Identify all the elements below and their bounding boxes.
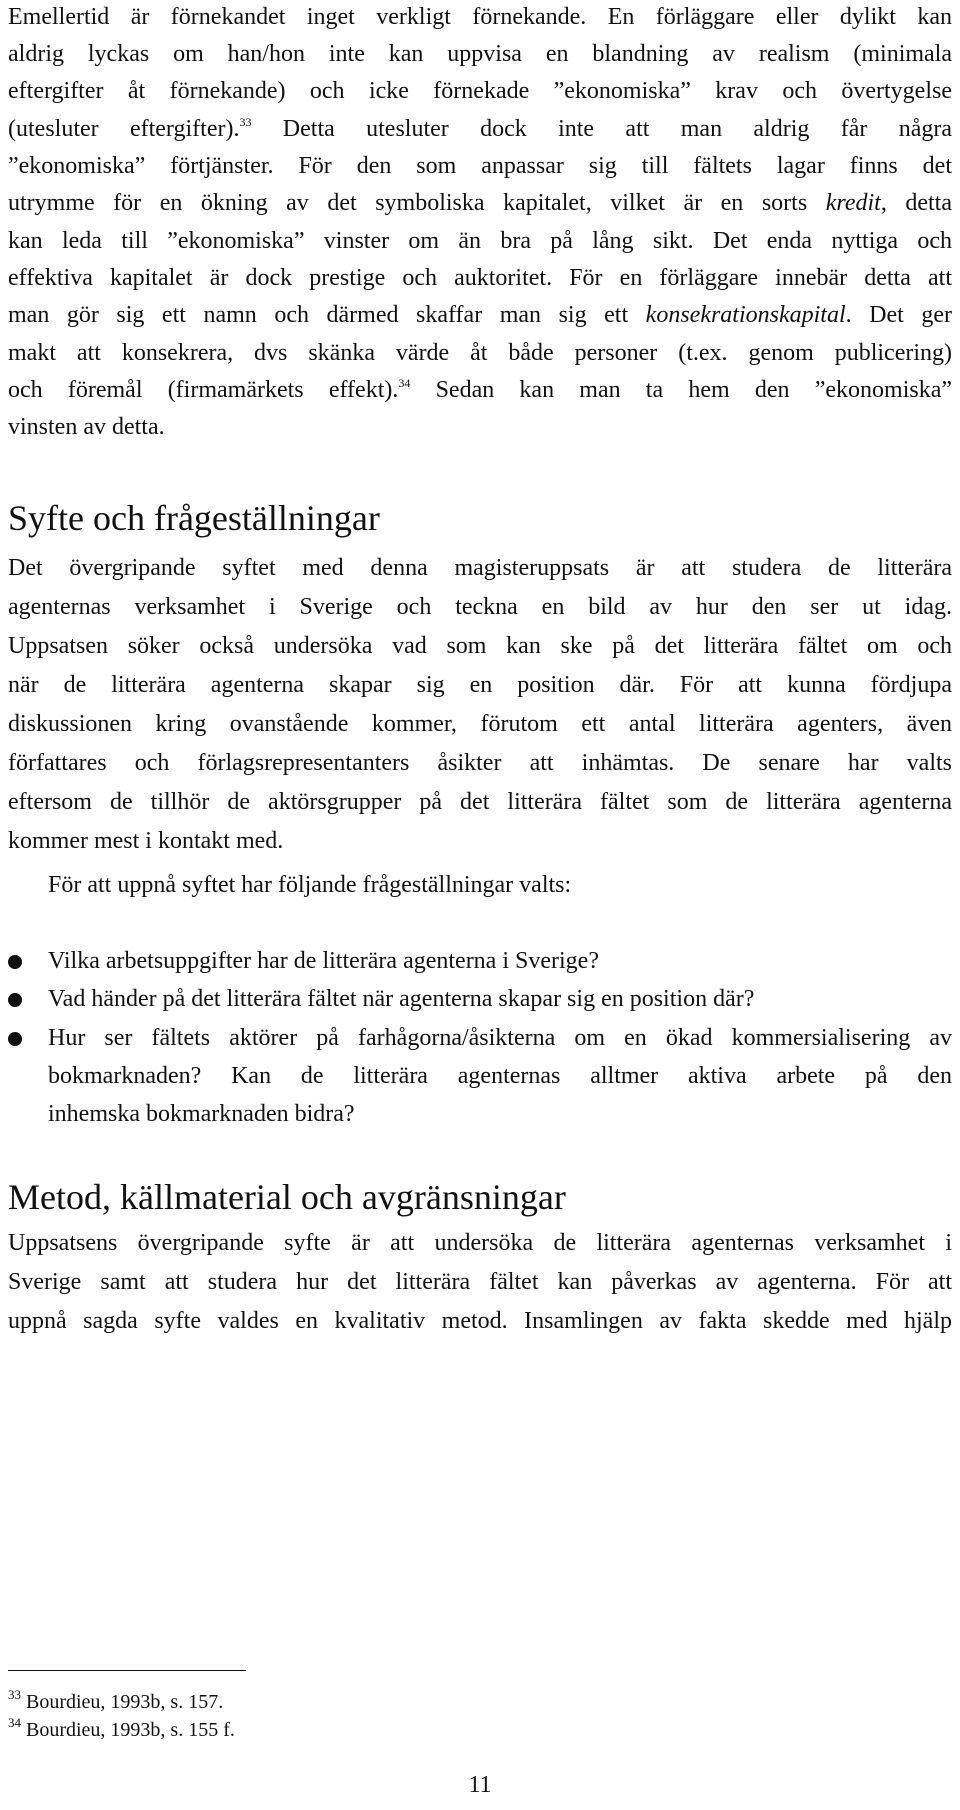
intro-line-2: aldrig lyckas om han/hon inte kan uppvisa en blandning av realism (minimala [8, 41, 952, 67]
question-item-3-line-1: Hur ser fältets aktörer på farhågorna/åsikterna om en ökad kommersialisering av [48, 1025, 952, 1051]
section1-line: författares och förlagsrepresentanters åsikter att inhämtas. De senare har valts [8, 750, 952, 776]
intro-line-4: (utesluter eftergifter).$^{33}$ Detta utesluter dock inte att man aldrig får några [8, 115, 952, 142]
question-item-1: Vilka arbetsuppgifter har de litterära agenterna i Sverige? [48, 948, 599, 974]
intro-line-11: och föremål (firmamärkets effekt).$^{34}$ Sedan kan man ta hem den ”ekonomiska” [8, 376, 953, 403]
bullet-icon [8, 1032, 22, 1046]
section1-line: eftersom de tillhör de aktörsgrupper på det litterära fältet som de litterära agenterna [8, 789, 952, 815]
intro-line-6: utrymme för en ökning av det symboliska kapitalet, vilket är en sorts kredit, detta [8, 190, 952, 216]
intro-line-3: eftergifter åt förnekande) och icke förnekade ”ekonomiska” krav och övertygelse [8, 78, 952, 104]
section-heading-metod: Metod, källmaterial och avgränsningar [8, 1177, 566, 1217]
section1-line: diskussionen kring ovanstående kommer, förutom ett antal litterära agenters, även [8, 711, 952, 737]
footnote-ref-34: 34 [398, 376, 411, 390]
intro-line-8: effektiva kapitalet är dock prestige och auktoritet. För en förläggare innebär detta att [8, 265, 952, 291]
section2-line: uppnå sagda syfte valdes en kvalitativ metod. Insamlingen av fakta skedde med hjälp [8, 1308, 952, 1334]
section2-line: Uppsatsens övergripande syfte är att undersöka de litterära agenternas verksamhet i [8, 1230, 952, 1256]
footnote-ref-33: 33 [239, 115, 252, 129]
intro-line-5: ”ekonomiska” förtjänster. För den som anpassar sig till fältets lagar finns det [8, 153, 952, 179]
footnote-34: $^{34}$ Bourdieu, 1993b, s. 155 f. [8, 1715, 235, 1741]
intro-line-9: man gör sig ett namn och därmed skaffar man sig ett konsekrationskapital. Det ger [8, 302, 953, 328]
footnote-separator [8, 1670, 246, 1671]
section1-line: agenternas verksamhet i Sverige och teckna en bild av hur den ser ut idag. [8, 594, 952, 620]
italic-term-konsekrationskapital: konsekrationskapital [645, 302, 846, 328]
page-number: 11 [468, 1772, 492, 1798]
question-item-3-line-2: bokmarknaden? Kan de litterära agenternas alltmer aktiva arbete på den [48, 1063, 952, 1089]
section1-line: Det övergripande syftet med denna magisteruppsats är att studera de litterära [8, 555, 952, 581]
bullet-icon [8, 993, 22, 1007]
footnote-33: $^{33}$ Bourdieu, 1993b, s. 157. [8, 1687, 224, 1713]
section2-line: Sverige samt att studera hur det litterära fältet kan påverkas av agenterna. För att [8, 1269, 952, 1295]
intro-line-7: kan leda till ”ekonomiska” vinster om än bra på lång sikt. Det enda nyttiga och [8, 228, 952, 254]
section-heading-syfte: Syfte och frågeställningar [8, 498, 380, 538]
intro-line-12: vinsten av detta. [8, 414, 165, 440]
section1-line: när de litterära agenterna skapar sig en position där. För att kunna fördjupa [8, 672, 952, 698]
intro-line-10: makt att konsekrera, dvs skänka värde åt både personer (t.ex. genom publicering) [8, 340, 952, 366]
question-item-2: Vad händer på det litterära fältet när agenterna skapar sig en position där? [48, 986, 755, 1012]
section1-line: kommer mest i kontakt med. [8, 828, 284, 854]
questions-lead-in: För att uppnå syftet har följande frågeställningar valts: [48, 872, 572, 898]
bullet-icon [8, 955, 22, 969]
question-item-3-line-3: inhemska bokmarknaden bidra? [48, 1101, 355, 1127]
section1-line: Uppsatsen söker också undersöka vad som kan ske på det litterära fältet om och [8, 633, 952, 659]
intro-line-1: Emellertid är förnekandet inget verkligt förnekande. En förläggare eller dylikt kan [8, 4, 952, 30]
italic-term-kredit: kredit [825, 190, 881, 216]
